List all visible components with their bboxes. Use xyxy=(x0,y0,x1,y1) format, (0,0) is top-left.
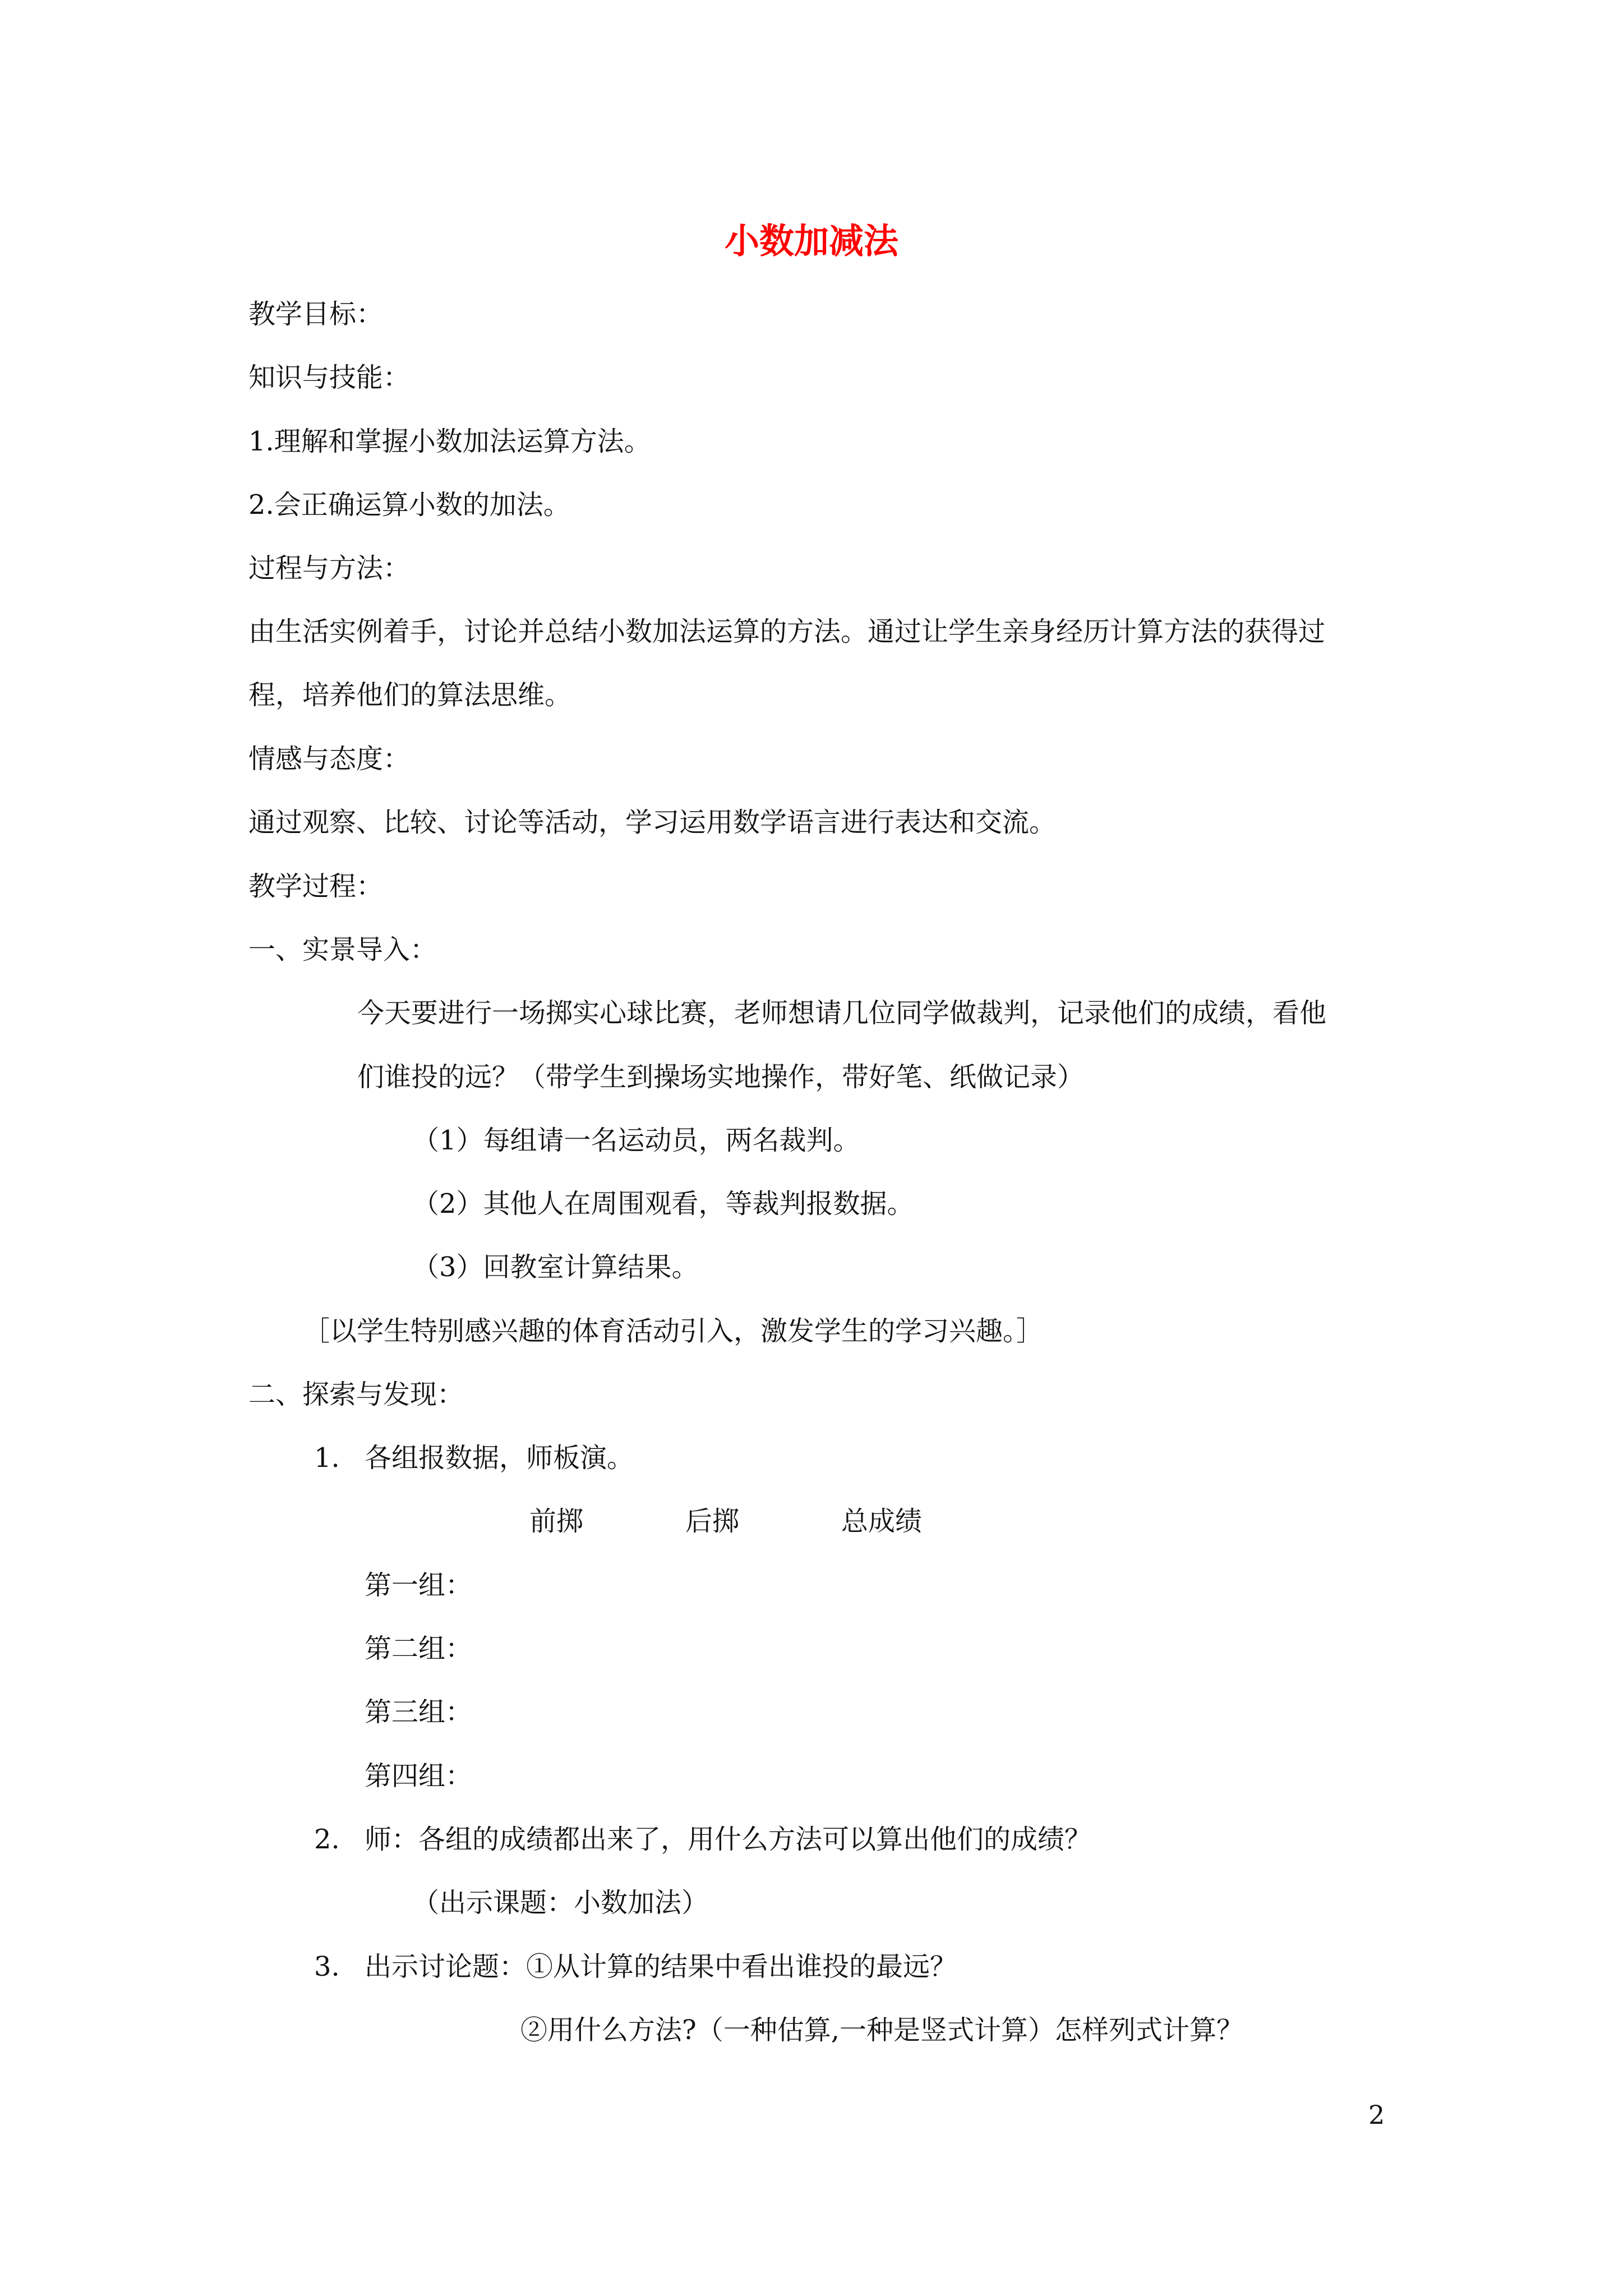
list-item-2-text: 师：各组的成绩都出来了，用什么方法可以算出他们的成绩？ xyxy=(365,1824,1092,1855)
page-number: 2 xyxy=(1368,2100,1385,2130)
list-item-1 xyxy=(314,1441,634,1475)
knowledge-item-1: 1.理解和掌握小数加法运算方法。 xyxy=(248,426,651,457)
attitude-heading: 情感与态度： xyxy=(248,743,411,775)
section1-step-3: （3）回教室计算结果。 xyxy=(412,1251,699,1283)
list-item-1-number: 1. xyxy=(314,1442,340,1474)
objectives-heading: 教学目标： xyxy=(248,298,384,330)
process-method-text-line1: 由生活实例着手，讨论并总结小数加法运算的方法。通过让学生亲身经历计算方法的获得过 xyxy=(248,616,1326,647)
knowledge-item-2: 2.会正确运算小数的加法。 xyxy=(248,489,570,521)
section1-para-line1: 今天要进行一场掷实心球比赛，老师想请几位同学做裁判，记录他们的成绩，看他 xyxy=(357,997,1327,1029)
table-header-back-throw: 后掷 xyxy=(685,1506,740,1537)
group-row-1: 第一组： xyxy=(365,1570,473,1601)
list-item-1-text: 各组报数据，师板演。 xyxy=(365,1442,634,1474)
section1-heading: 一、实景导入： xyxy=(248,934,437,965)
teaching-process-heading: 教学过程： xyxy=(248,871,384,902)
section1-note: ［以学生特别感兴趣的体育活动引入，激发学生的学习兴趣。］ xyxy=(303,1315,1044,1347)
group-row-4: 第四组： xyxy=(365,1760,473,1792)
section1-para-line2: 们谁投的远？（带学生到操场实地操作，带好笔、纸做记录） xyxy=(357,1061,1085,1093)
list-item-2-number: 2. xyxy=(314,1824,340,1855)
section2-heading: 二、探索与发现： xyxy=(248,1379,464,1410)
list-item-2-sub: （出示课题：小数加法） xyxy=(412,1887,709,1918)
attitude-text: 通过观察、比较、讨论等活动，学习运用数学语言进行表达和交流。 xyxy=(248,807,1057,838)
list-item-3-sub: ②用什么方法?（一种估算,一种是竖式计算）怎样列式计算？ xyxy=(520,2014,1243,2046)
process-method-text-line2: 程，培养他们的算法思维。 xyxy=(248,679,572,711)
list-item-2 xyxy=(314,1823,1091,1856)
section1-step-2: （2）其他人在周围观看，等裁判报数据。 xyxy=(412,1188,914,1220)
list-item-3 xyxy=(314,1950,957,1984)
group-row-2: 第二组： xyxy=(365,1633,473,1664)
page-title: 小数加减法 xyxy=(724,220,898,261)
process-method-heading: 过程与方法： xyxy=(248,553,411,584)
table-header-front-throw: 前掷 xyxy=(529,1506,584,1537)
list-item-3-number: 3. xyxy=(314,1951,340,1982)
group-row-3: 第三组： xyxy=(365,1696,473,1728)
knowledge-heading: 知识与技能： xyxy=(248,362,411,393)
section1-step-1: （1）每组请一名运动员，两名裁判。 xyxy=(412,1125,860,1156)
table-header-total-score: 总成绩 xyxy=(841,1506,923,1537)
list-item-3-text: 出示讨论题：①从计算的结果中看出谁投的最远？ xyxy=(365,1951,957,1982)
